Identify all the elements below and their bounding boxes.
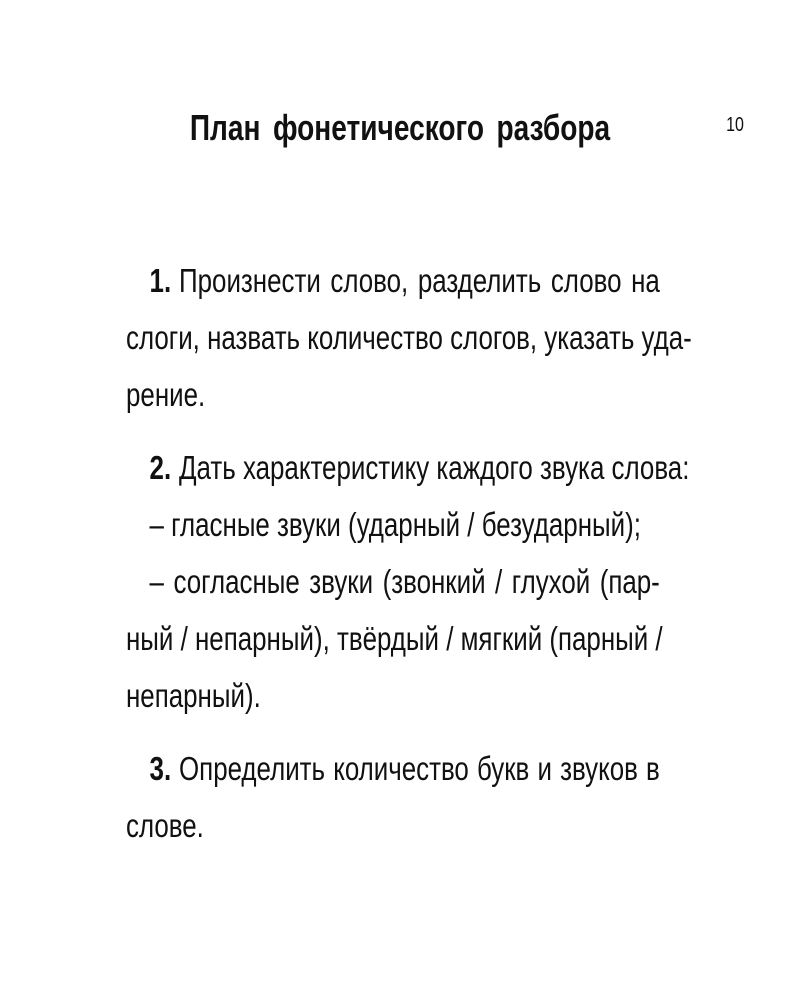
sub-item-line: – гласные звуки (ударный / безударный); bbox=[149, 506, 641, 543]
list-item-line: рение. bbox=[126, 376, 206, 413]
list-item-line: слоги, назвать количество слогов, указать уда- bbox=[126, 319, 692, 356]
sub-item-line: ный / непарный), твёрдый / мягкий (парный / bbox=[126, 620, 663, 657]
item-number: 3. bbox=[149, 750, 172, 787]
page-title: План фонетического разбора bbox=[189, 107, 611, 148]
list-item-line bbox=[126, 252, 660, 309]
item-number: 1. bbox=[149, 262, 172, 299]
plan-item-2 bbox=[126, 439, 690, 724]
plan-item-1 bbox=[126, 252, 692, 423]
item-text: Произнести слово, разделить слово на bbox=[179, 262, 660, 299]
item-text: Дать характеристику каждого звука слова: bbox=[179, 449, 690, 486]
list-item-line: слове. bbox=[126, 807, 204, 844]
item-number: 2. bbox=[149, 449, 172, 486]
plan-list bbox=[126, 252, 692, 870]
item-text: Определить количество букв и звуков в bbox=[179, 750, 660, 787]
plan-item-3 bbox=[126, 740, 660, 854]
page-number: 10 bbox=[726, 114, 744, 136]
list-item-line bbox=[126, 439, 690, 496]
sub-item-line: – согласные звуки (звонкий / глухой (пар- bbox=[149, 563, 660, 600]
list-item-line bbox=[126, 740, 660, 797]
sub-item-line: непарный). bbox=[126, 677, 261, 714]
